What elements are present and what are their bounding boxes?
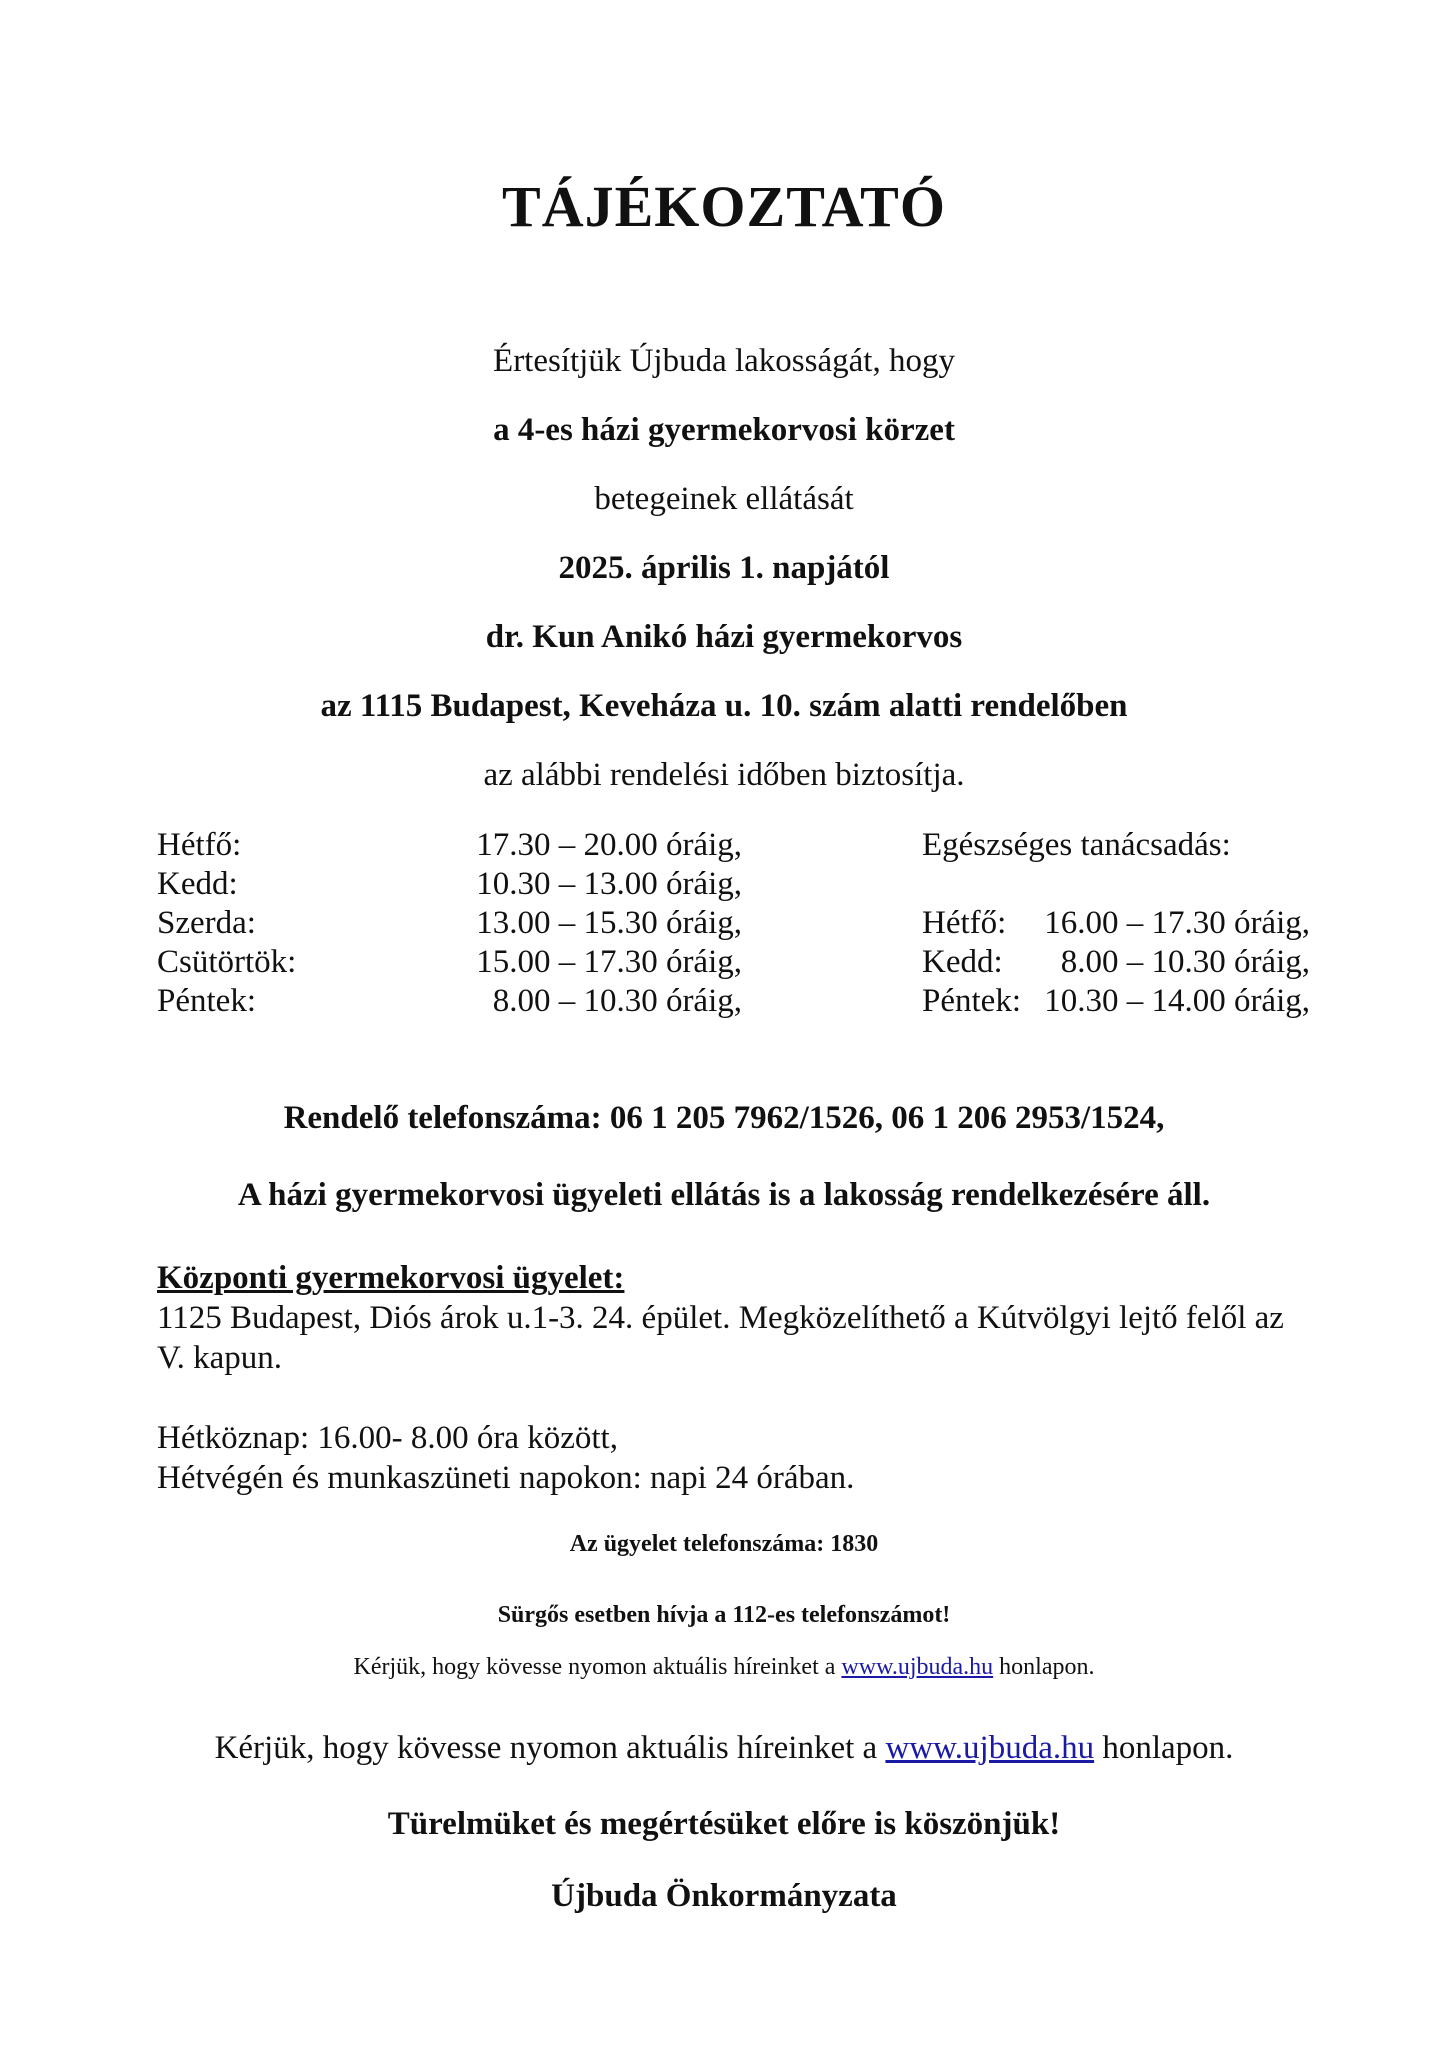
- counselling-hours: 16.00 – 17.30 óráig,: [1044, 905, 1310, 941]
- weekend-hours: Hétvégén és munkaszüneti napokon: napi 24 órában.: [157, 1460, 855, 1496]
- counselling-day: Kedd:: [922, 944, 1003, 980]
- follow-news-large: [0, 1732, 1448, 1765]
- schedule-day: Hétfő:: [157, 827, 242, 863]
- schedule-day: Csütörtök:: [157, 944, 297, 980]
- follow-text-end: honlapon.: [993, 1654, 1095, 1680]
- central-oncall-heading: Központi gyermekorvosi ügyelet:: [157, 1260, 625, 1296]
- counselling-day: Péntek:: [922, 983, 1021, 1019]
- schedule-day: Kedd:: [157, 866, 238, 902]
- follow-text: Kérjük, hogy kövesse nyomon aktuális híreinket a: [353, 1654, 842, 1680]
- intro-line-7: az alábbi rendelési időben biztosítja.: [483, 757, 965, 793]
- follow-text: Kérjük, hogy kövesse nyomon aktuális híreinket a: [214, 1730, 886, 1766]
- counselling-hours: 10.30 – 14.00 óráig,: [1044, 983, 1310, 1019]
- duty-phone: Az ügyelet telefonszáma: 1830: [569, 1531, 879, 1557]
- central-address-line-1: 1125 Budapest, Diós árok u.1-3. 24. épület. Megközelíthető a Kútvölgyi lejtő felől az: [157, 1300, 1284, 1336]
- central-address-line-2: V. kapun.: [157, 1340, 282, 1376]
- emergency-note: Sürgős esetben hívja a 112-es telefonszámot!: [497, 1602, 951, 1628]
- oncall-note: A házi gyermekorvosi ügyeleti ellátás is a lakosság rendelkezésére áll.: [237, 1177, 1211, 1213]
- schedule-hours: 10.30 – 13.00 óráig,: [476, 866, 742, 902]
- schedule-hours: 17.30 – 20.00 óráig,: [476, 827, 742, 863]
- intro-line-2: a 4-es házi gyermekorvosi körzet: [493, 412, 955, 448]
- follow-text-end: honlapon.: [1094, 1730, 1234, 1766]
- thanks-line: Türelmüket és megértésüket előre is köszönjük!: [387, 1806, 1061, 1842]
- clinic-address: az 1115 Budapest, Keveháza u. 10. szám alatti rendelőben: [320, 688, 1128, 724]
- signature: Újbuda Önkormányzata: [551, 1878, 897, 1914]
- weekday-hours: Hétköznap: 16.00- 8.00 óra között,: [157, 1420, 618, 1456]
- doctor-name: dr. Kun Anikó házi gyermekorvos: [485, 619, 963, 655]
- website-link[interactable]: www.ujbuda.hu: [885, 1730, 1095, 1766]
- schedule-day: Péntek:: [157, 983, 256, 1019]
- intro-line-1: Értesítjük Újbuda lakosságát, hogy: [493, 343, 955, 379]
- counselling-hours: 8.00 – 10.30 óráig,: [1060, 944, 1310, 980]
- schedule-hours: 15.00 – 17.30 óráig,: [476, 944, 742, 980]
- page-title: TÁJÉKOZTATÓ: [502, 174, 946, 239]
- start-date: 2025. április 1. napjától: [558, 550, 890, 586]
- clinic-phone: Rendelő telefonszáma: 06 1 205 7962/1526, 06 1 206 2953/1524,: [283, 1100, 1165, 1136]
- intro-line-3: betegeinek ellátását: [594, 481, 854, 517]
- follow-news-small: [0, 1655, 1448, 1679]
- schedule-hours: 13.00 – 15.30 óráig,: [476, 905, 742, 941]
- counselling-heading: Egészséges tanácsadás:: [922, 827, 1231, 863]
- schedule-hours: 8.00 – 10.30 óráig,: [492, 983, 742, 1019]
- counselling-day: Hétfő:: [922, 905, 1007, 941]
- website-link[interactable]: www.ujbuda.hu: [841, 1654, 994, 1680]
- schedule-day: Szerda:: [157, 905, 256, 941]
